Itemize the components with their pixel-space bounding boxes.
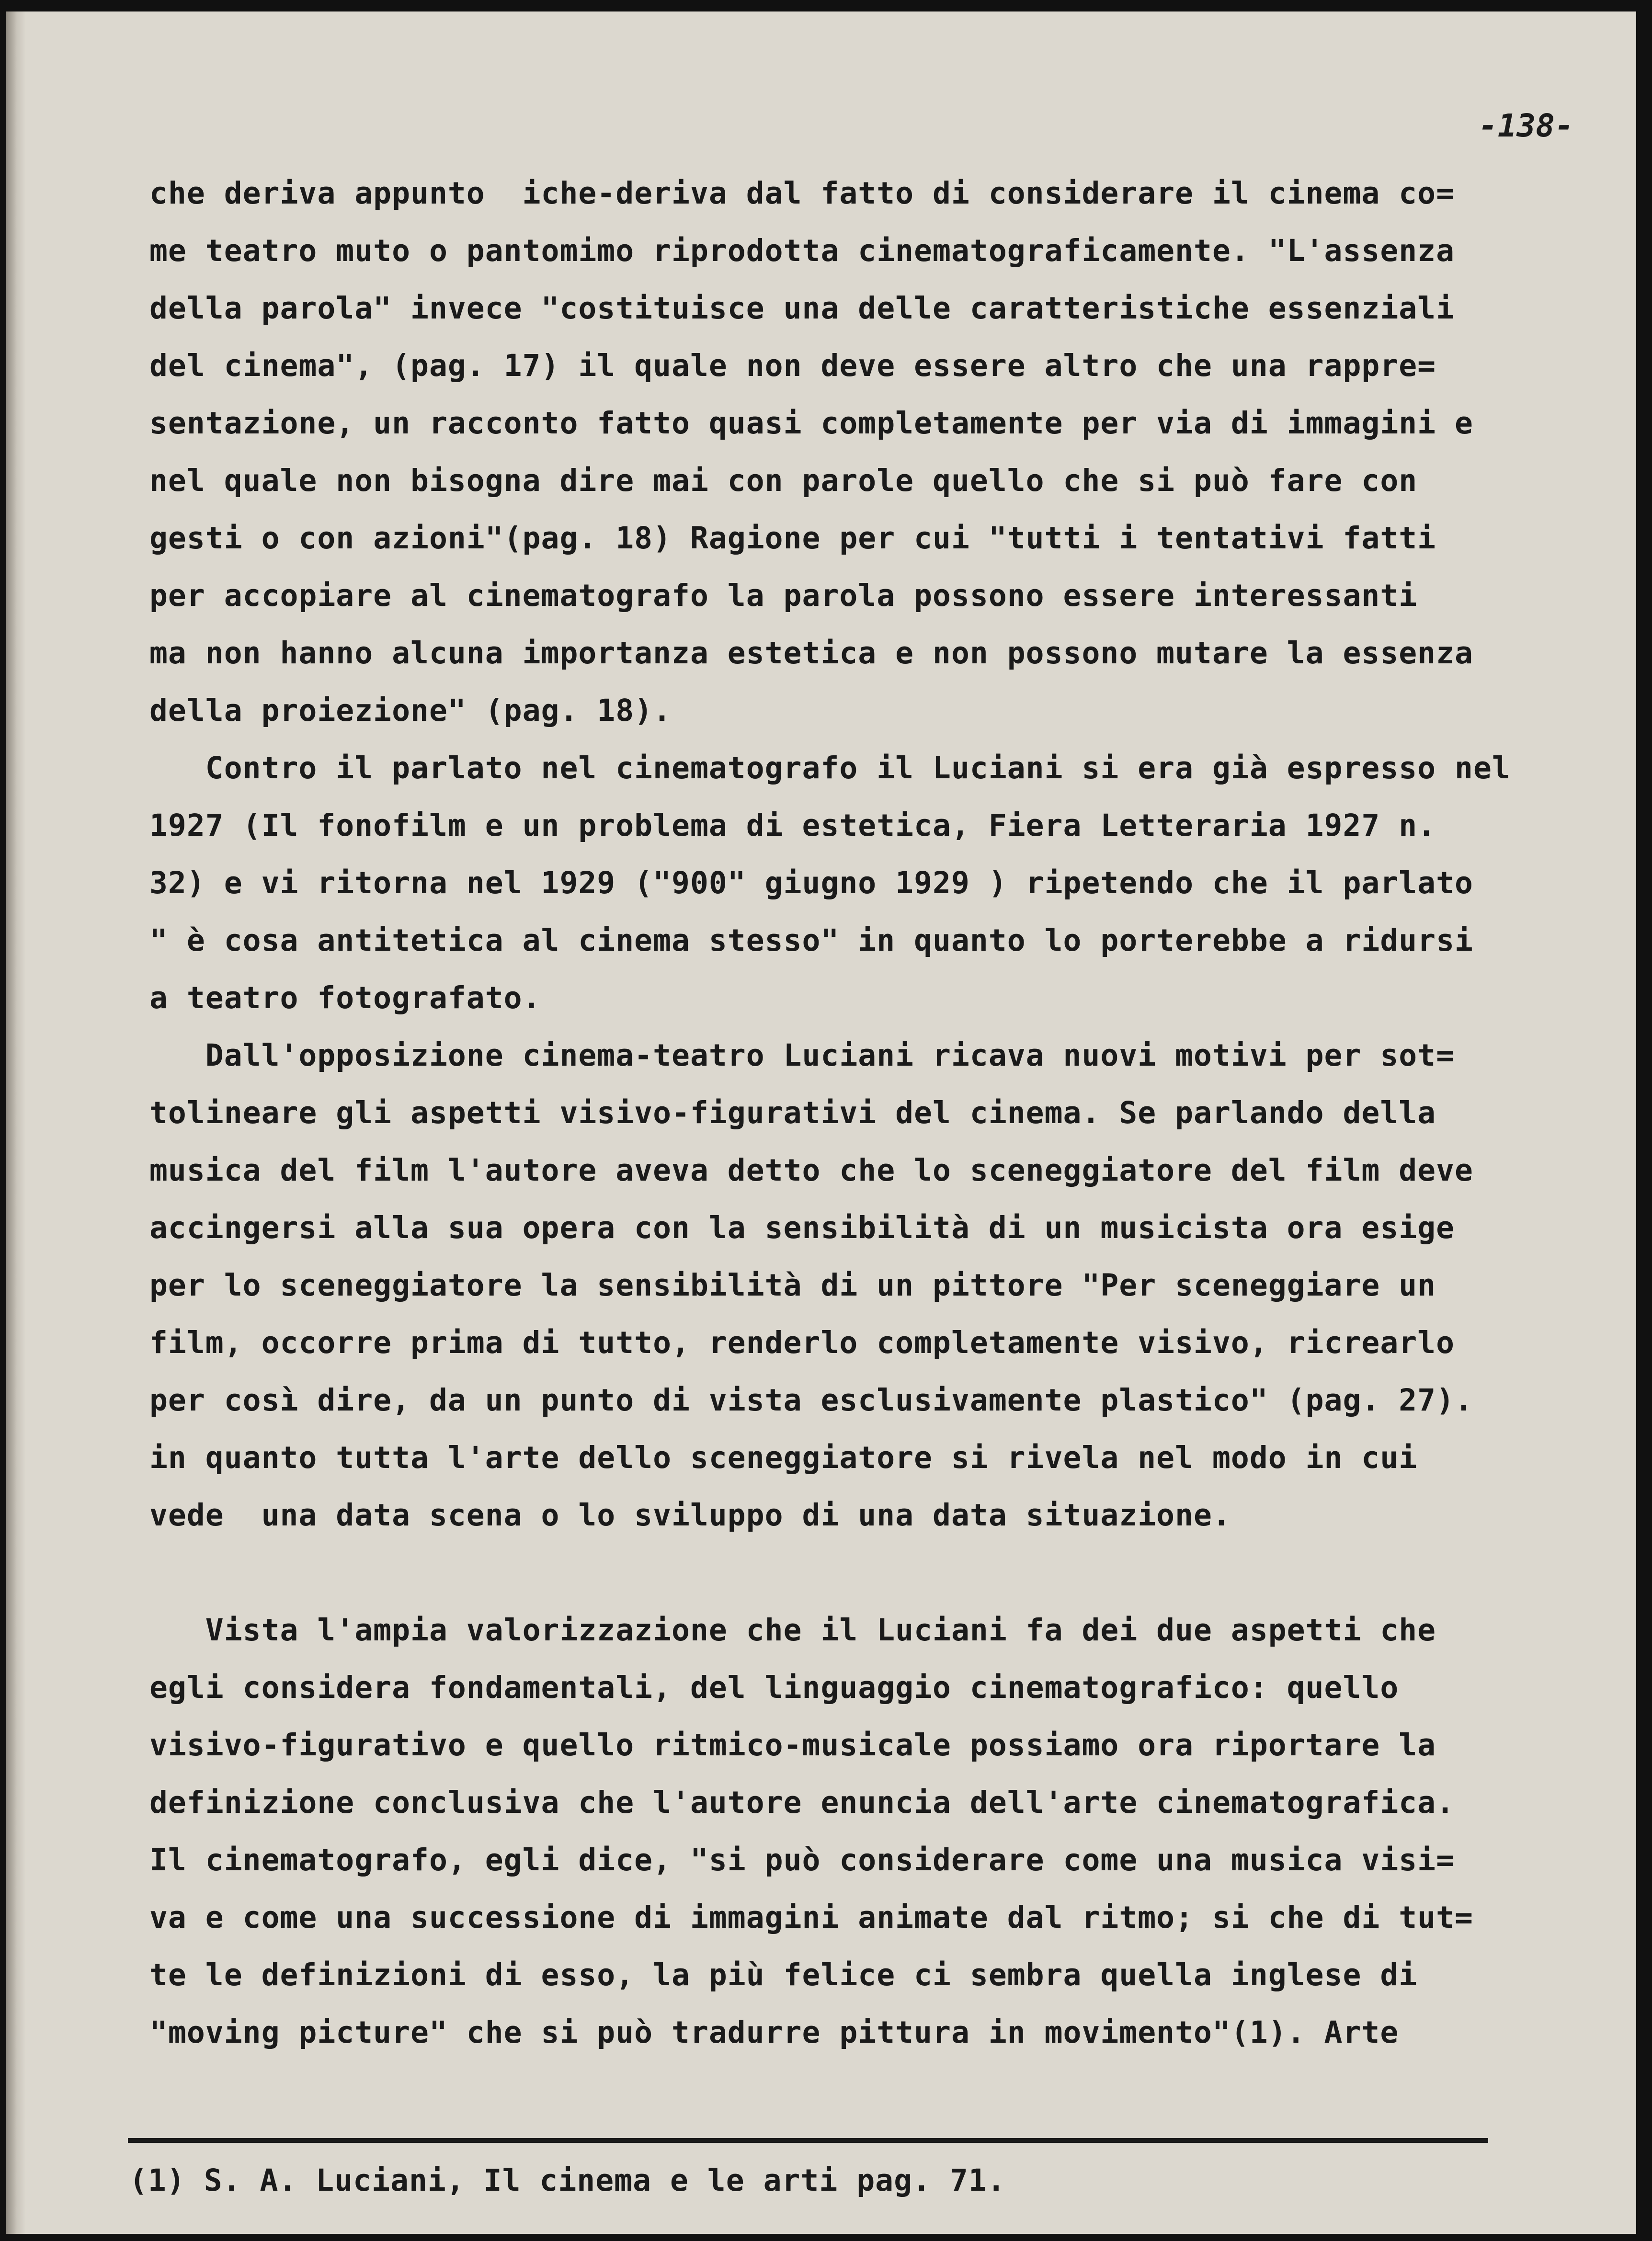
text-line: Il cinematografo, egli dice, "si può considerare come una musica visi= <box>149 1843 1455 1877</box>
text-line: te le definizioni di esso, la più felice ci sembra quella inglese di <box>149 1957 1418 1992</box>
text-line: Contro il parlato nel cinematografo il Luciani si era già espresso nel <box>149 751 1511 785</box>
text-line: che deriva appunto iche-deriva dal fatto di considerare il cinema co= <box>149 176 1455 211</box>
page-number: -138- <box>1479 107 1574 144</box>
text-line: musica del film l'autore aveva detto che lo sceneggiatore del film deve <box>149 1153 1473 1188</box>
footnote-divider <box>128 2138 1488 2143</box>
text-line: va e come una successione di immagini animate dal ritmo; si che di tut= <box>149 1900 1473 1935</box>
text-line: 32) e vi ritorna nel 1929 ("900" giugno 1929 ) ripetendo che il parlato <box>149 865 1473 900</box>
text-line: in quanto tutta l'arte dello sceneggiatore si rivela nel modo in cui <box>149 1440 1418 1475</box>
page-binding-edge <box>6 11 26 2234</box>
paragraph-3 <box>149 1027 1567 1544</box>
text-line: del cinema", (pag. 17) il quale non deve essere altro che una rappre= <box>149 348 1436 383</box>
text-line: per accopiare al cinematografo la parola possono essere interessanti <box>149 578 1418 613</box>
text-line: film, occorre prima di tutto, renderlo completamente visivo, ricrearlo <box>149 1325 1455 1360</box>
text-line: Vista l'ampia valorizzazione che il Luciani fa dei due aspetti che <box>149 1613 1436 1648</box>
paragraph-4 <box>149 1602 1567 2061</box>
footnote: (1) S. A. Luciani, Il cinema e le arti pag. 71. <box>129 2163 1006 2198</box>
body-text <box>149 165 1567 2061</box>
typewritten-page <box>6 11 1636 2234</box>
text-line: definizione conclusiva che l'autore enuncia dell'arte cinematografica. <box>149 1785 1455 1820</box>
text-line: gesti o con azioni"(pag. 18) Ragione per cui "tutti i tentativi fatti <box>149 521 1436 556</box>
text-line: 1927 (Il fonofilm e un problema di estetica, Fiera Letteraria 1927 n. <box>149 808 1436 843</box>
paragraph-1 <box>149 165 1567 739</box>
text-line: per lo sceneggiatore la sensibilità di un pittore "Per sceneggiare un <box>149 1268 1436 1303</box>
text-line: "moving picture" che si può tradurre pittura in movimento"(1). Arte <box>149 2015 1399 2050</box>
text-line: a teatro fotografato. <box>149 980 541 1015</box>
text-line: accingersi alla sua opera con la sensibilità di un musicista ora esige <box>149 1210 1455 1245</box>
text-line: " è cosa antitetica al cinema stesso" in quanto lo porterebbe a ridursi <box>149 923 1473 958</box>
text-line: vede una data scena o lo sviluppo di una data situazione. <box>149 1498 1231 1533</box>
text-line: egli considera fondamentali, del linguaggio cinematografico: quello <box>149 1670 1399 1705</box>
text-line: ma non hanno alcuna importanza estetica e non possono mutare la essenza <box>149 636 1473 671</box>
text-line: per così dire, da un punto di vista esclusivamente plastico" (pag. 27). <box>149 1383 1473 1418</box>
text-line: sentazione, un racconto fatto quasi completamente per via di immagini e <box>149 406 1473 441</box>
text-line: visivo-figurativo e quello ritmico-musicale possiamo ora riportare la <box>149 1728 1436 1763</box>
text-line: me teatro muto o pantomimo riprodotta cinematograficamente. "L'assenza <box>149 233 1455 268</box>
text-line: nel quale non bisogna dire mai con parole quello che si può fare con <box>149 463 1418 498</box>
paragraph-spacer <box>149 1544 1567 1602</box>
text-line: Dall'opposizione cinema-teatro Luciani ricava nuovi motivi per sot= <box>149 1038 1455 1073</box>
text-line: della proiezione" (pag. 18). <box>149 693 672 728</box>
text-line: della parola" invece "costituisce una delle caratteristiche essenziali <box>149 291 1455 326</box>
paragraph-2 <box>149 739 1567 1027</box>
text-line: tolineare gli aspetti visivo-figurativi del cinema. Se parlando della <box>149 1095 1436 1130</box>
